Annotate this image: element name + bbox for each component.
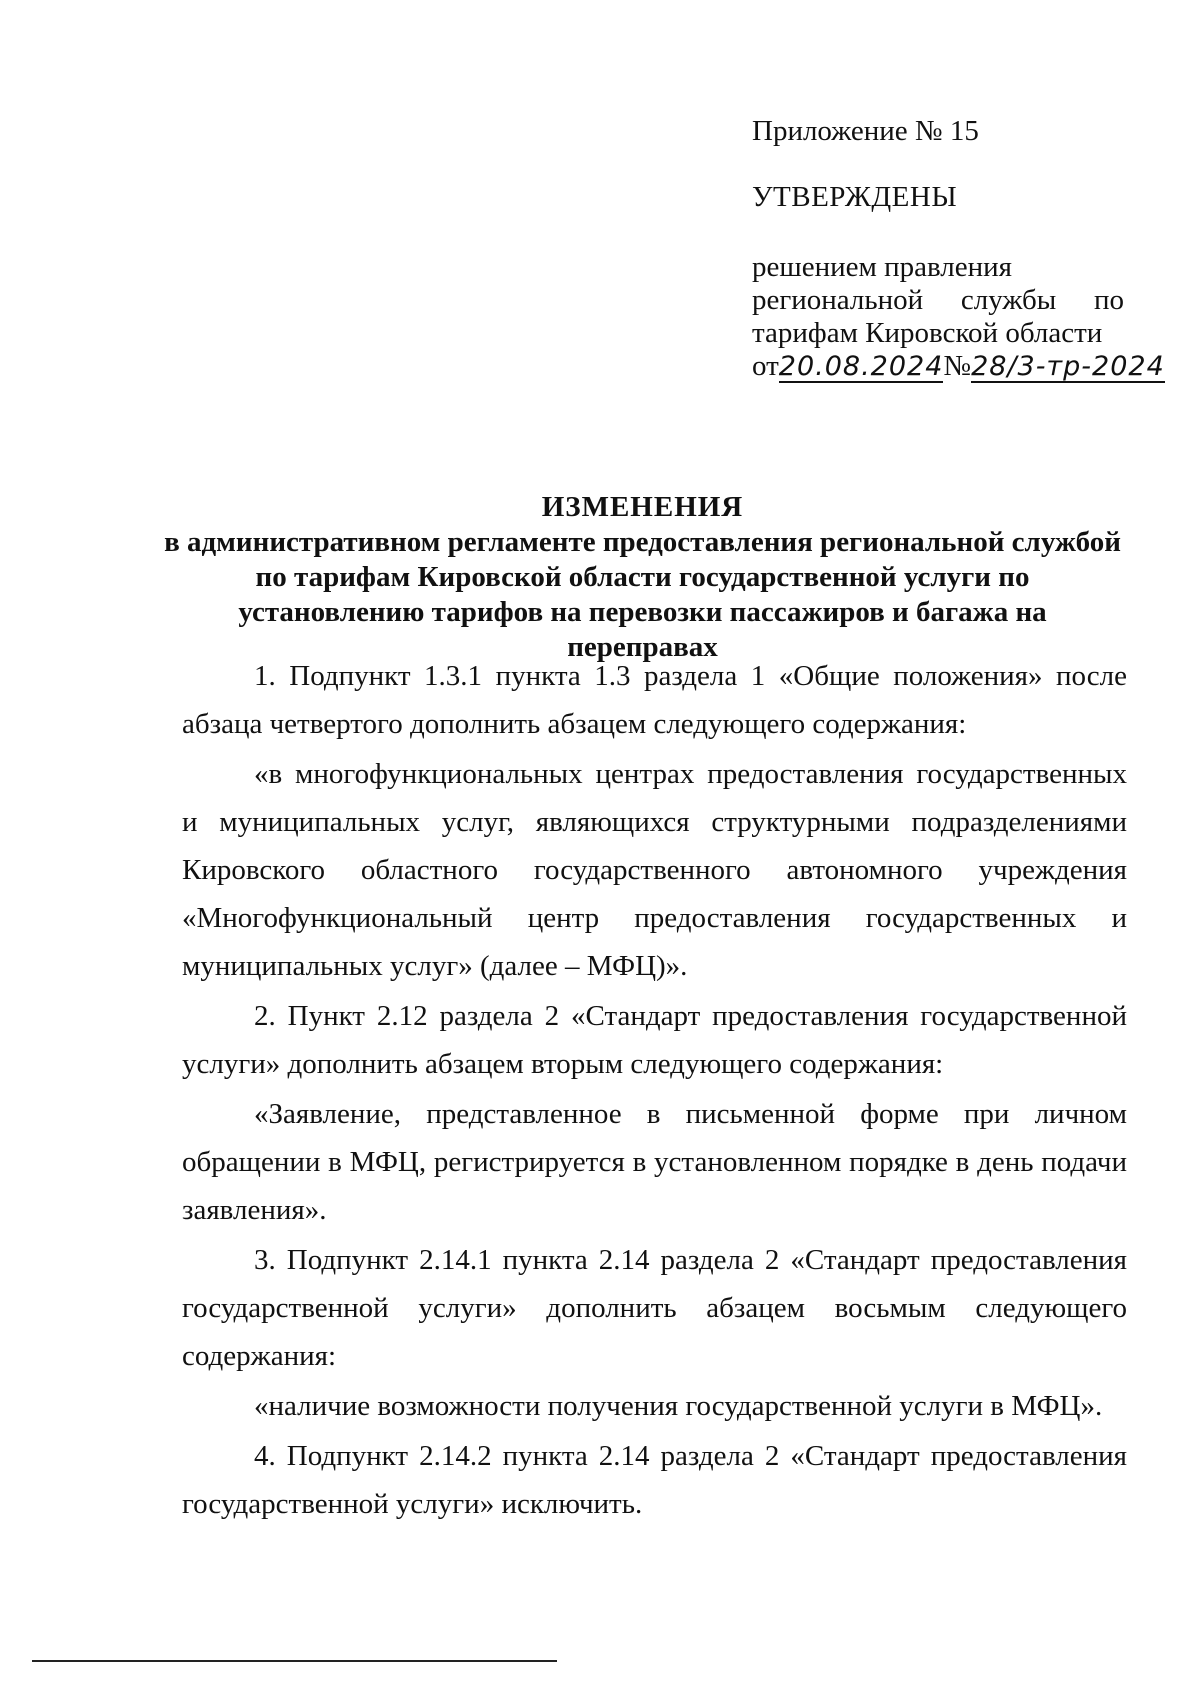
title-line-2: по тарифам Кировской области государственной услуги по	[255, 561, 1030, 593]
decision-line-2-word: по	[1093, 284, 1124, 316]
paragraph-quote-2: «Заявление, представленное в письменной форме при личном обращении в МФЦ, регистрируется в установленном порядке в день подачи заявления».	[182, 1098, 1127, 1226]
decision-line-3: тарифам Кировской области	[752, 317, 1103, 349]
paragraph-quote-3: «наличие возможности получения государственной услуги в МФЦ».	[254, 1390, 1103, 1422]
appendix-number: Приложение № 15	[752, 115, 979, 147]
document-body	[182, 652, 1127, 1530]
decision-line-2-word: региональной	[752, 284, 924, 316]
approved-label: УТВЕРЖДЕНЫ	[752, 181, 958, 213]
handwritten-number: 28/3-тр-2024	[971, 351, 1165, 382]
title-heading: ИЗМЕНЕНИЯ	[541, 491, 744, 523]
paragraph-item-1: 1. Подпункт 1.3.1 пункта 1.3 раздела 1 «Общие положения» после абзаца четвертого дополнить абзацем следующего содержания:	[182, 660, 1127, 740]
approval-block	[752, 115, 1165, 382]
footer-divider	[32, 1660, 557, 1662]
handwritten-date: 20.08.2024	[778, 351, 944, 382]
title-line-3: установлению тарифов на перевозки пассажиров и багажа на переправах	[238, 596, 1047, 663]
paragraph-item-2: 2. Пункт 2.12 раздела 2 «Стандарт предоставления государственной услуги» дополнить абзацем вторым следующего содержания:	[182, 1000, 1127, 1080]
decision-reference	[752, 251, 1165, 383]
decision-signature-line	[752, 350, 1165, 383]
sign-prefix: от	[752, 350, 779, 382]
decision-line-2-word: службы	[960, 284, 1057, 316]
decision-line-2	[752, 284, 1124, 317]
paragraph-quote-1: «в многофункциональных центрах предоставления государственных и муниципальных услуг, являющихся структурными подразделениями Кировского областного государственного автономного учреждения «Многофункциональный центр предоставления государственных и муниципальных услуг» (далее – МФЦ)».	[182, 758, 1127, 982]
document-title	[160, 490, 1125, 665]
title-line-1: в административном регламенте предоставления региональной службой	[164, 526, 1121, 558]
paragraph-item-4: 4. Подпункт 2.14.2 пункта 2.14 раздела 2 «Стандарт предоставления государственной услуги» исключить.	[182, 1440, 1127, 1520]
decision-line-1: решением правления	[752, 251, 1013, 283]
number-symbol: №	[943, 350, 972, 382]
paragraph-item-3: 3. Подпункт 2.14.1 пункта 2.14 раздела 2 «Стандарт предоставления государственной услуги» дополнить абзацем восьмым следующего содержания:	[182, 1244, 1127, 1372]
